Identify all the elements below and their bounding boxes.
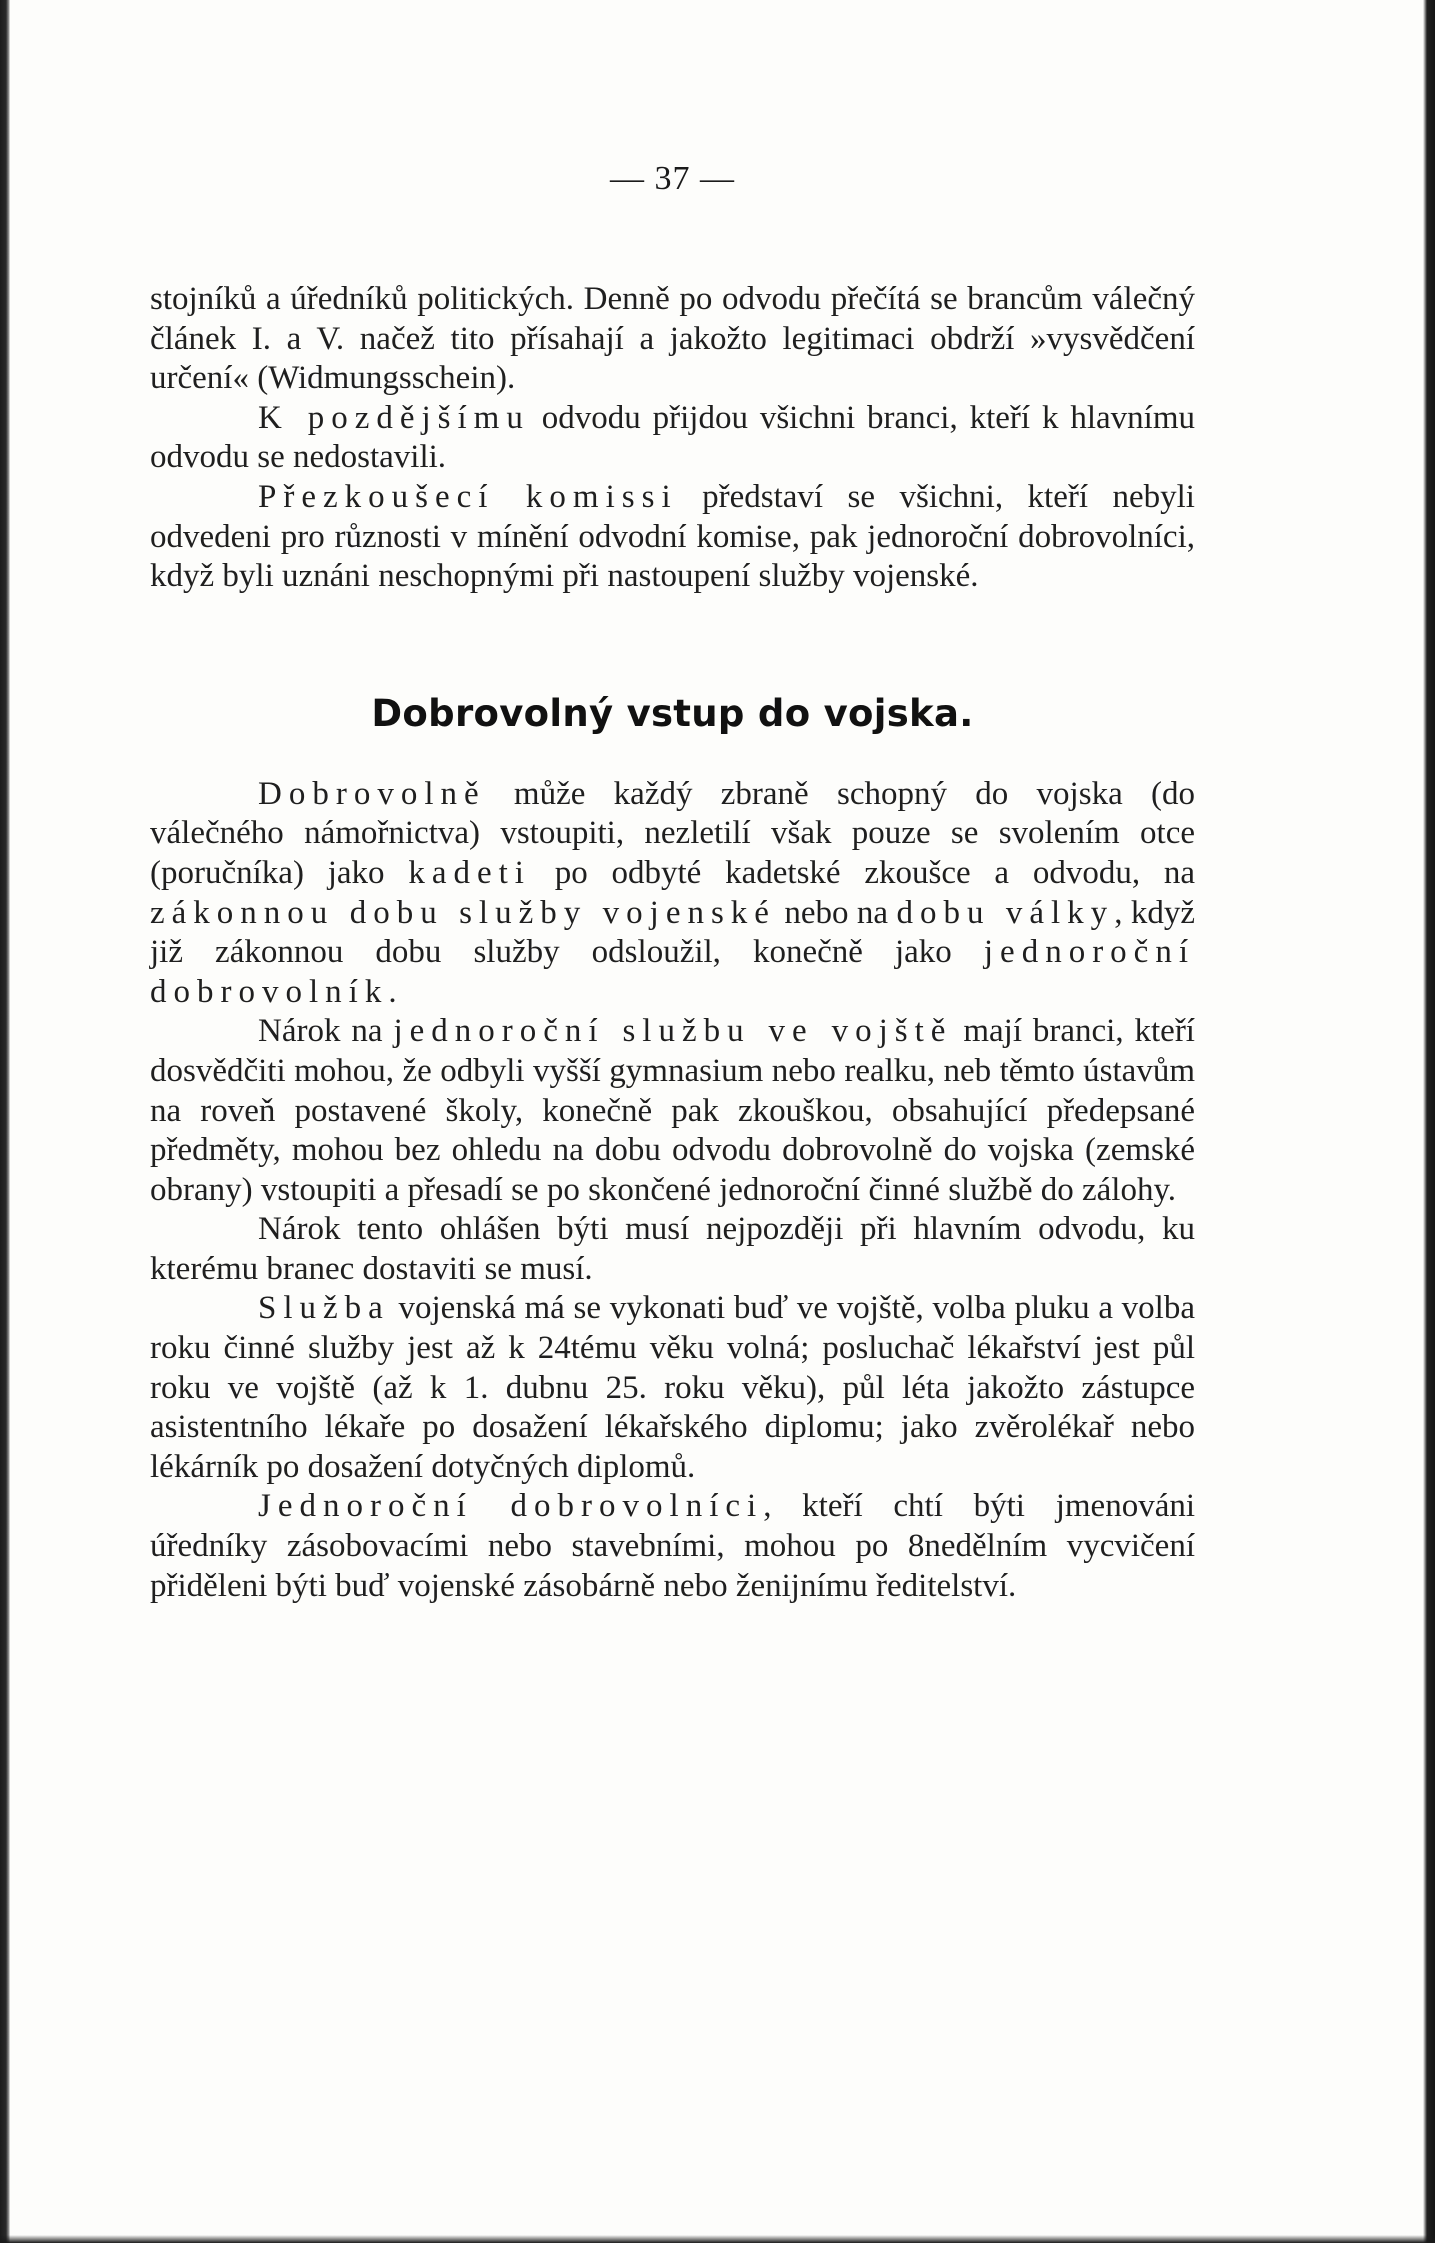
emphasis-voluntarily: Dobrovolně [258, 775, 486, 812]
emphasis-legal-term: zákonnou dobu služby vojenské [150, 894, 776, 931]
scan-edge-right [1423, 0, 1435, 2243]
text-voluntary-1: může každý zbraně schopný do vojska (do válečného námořnictva) vstoupiti, nezletilí však pouze se svolením otce (poručníka) jako [150, 775, 1195, 891]
text-review-commission: představí se všichni, kteří nebyli odvedeni pro různosti v mínění odvodní komise, pak jednoroční dobrovolníci, když byli uznáni neschopnými při nastoupení služby vojenské. [150, 478, 1195, 595]
emphasis-one-year-service: jednoroční službu ve vojště [393, 1013, 953, 1050]
page-number: — 37 — [610, 160, 735, 197]
emphasis-one-year-volunteers: Jednoroční dobrovolníci [258, 1488, 764, 1525]
paragraph-military-service [150, 1289, 1195, 1487]
emphasis-war-term: dobu války [896, 894, 1115, 931]
text-voluntary-3: nebo na [775, 894, 897, 931]
emphasis-one-year-volunteer: jednoroční dobrovolník [150, 934, 1195, 1010]
paragraph-claim-deadline: Nárok tento ohlášen býti musí nejpozději při hlavním odvodu, ku kterému branec dostaviti se musí. [150, 1211, 1195, 1287]
text-voluntary-2: po odbyté kadetské zkoušce a odvodu, na [530, 854, 1195, 891]
text-service: vojenská má se vykonati buď ve vojště, volba pluku a volba roku činné služby jest až k 24tému věku volná; posluchač lékařství jest půl roku ve vojště (až k 1. dubnu 25. roku věku), půl léta jakožto zástupce asistentního lékaře po dosažení lékařského diplomu; jako zvěrolékař nebo lékárník po dosažení dotyčných diplomů. [150, 1290, 1195, 1485]
paragraph-volunteer-officials [150, 1487, 1195, 1606]
paragraph-one-year-claim [150, 1012, 1195, 1210]
text-voluntary-4: , když již zákonnou dobu služby odsloužil, konečně jako [150, 894, 1195, 971]
emphasis-review-commission: Přezkoušecí komissi [258, 478, 678, 515]
text-claim-1: Nárok na [258, 1013, 394, 1050]
emphasis-cadets: kadeti [408, 854, 531, 891]
text-later-draft: odvodu přijdou všichni branci, kteří k hlavnímu odvodu se nedostavili. [150, 399, 1195, 476]
text-claim-2: mají branci, kteří dosvědčiti mohou, že odbyli vyšší gymnasium nebo realku, neb těmto ústavům na roveň postavené školy, konečně pak zkouškou, obsahující předepsané předměty, mohou bez ohledu na dobu odvodu dobrovolně do vojska (zemské obrany) vstoupiti a přesadí se po skončené jednoroční činné službě do zálohy. [150, 1013, 1195, 1208]
text-voluntary-5: . [388, 973, 397, 1010]
emphasis-later-draft: K pozdějšímu [258, 399, 530, 436]
text-volunteer-officials: , kteří chtí býti jmenováni úředníky zásobovacími nebo stavebními, mohou po 8nedělním vycvičení přiděleni býti buď vojenské zásobárně nebo ženijnímu ředitelství. [150, 1488, 1196, 1604]
scan-edge-left [0, 0, 10, 2243]
scan-edge-bottom [0, 2235, 1435, 2243]
paragraph-conscripts-oath: stojníků a úředníků politických. Denně po odvodu přečítá se brancům válečný článek I. a V. načež tito přísahají a jakožto legitimaci obdrží »vysvědčení určení« (Widmungsschein). [150, 281, 1195, 397]
paragraph-review-commission [150, 478, 1195, 597]
paragraph-later-draft [150, 399, 1195, 478]
section-heading: Dobrovolný vstup do vojska. [371, 691, 974, 735]
paragraph-voluntary-entry [150, 775, 1195, 1013]
emphasis-service: Služba [258, 1290, 390, 1327]
book-page [150, 160, 1195, 1606]
